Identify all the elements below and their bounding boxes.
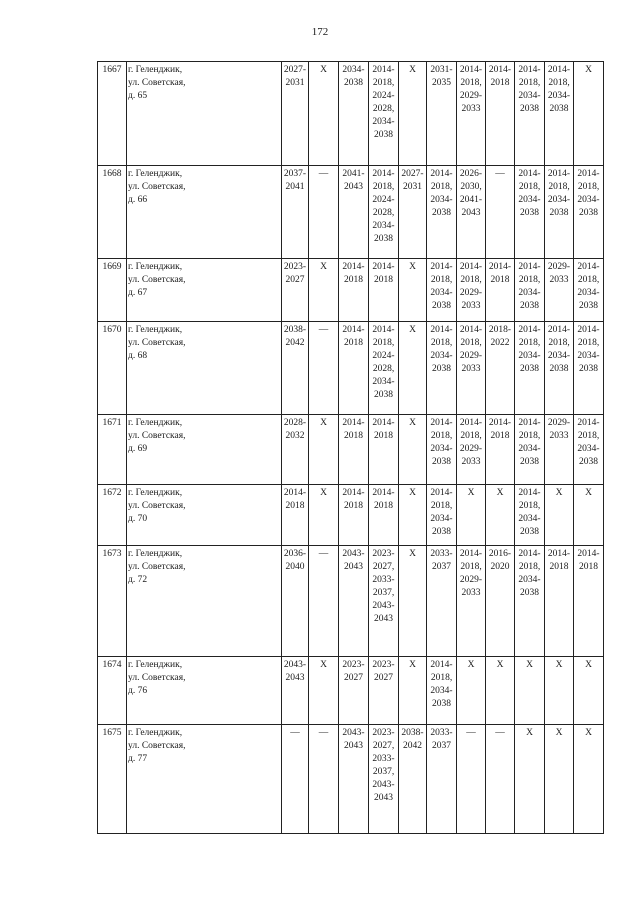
address-cell xyxy=(127,725,282,834)
period-cell: 2038- 2042 xyxy=(399,725,427,834)
period-cell: 2014- 2018 xyxy=(545,546,574,657)
address-line: д. 76 xyxy=(128,686,148,696)
table-row xyxy=(98,166,604,259)
row-number: 1670 xyxy=(98,322,127,415)
period-cell: 2014- 2018 xyxy=(574,546,604,657)
address-line: д. 70 xyxy=(128,514,148,524)
address-line: г. Геленджик, xyxy=(128,262,183,272)
period-cell: 2014- 2018 xyxy=(369,485,399,546)
period-cell: 2037- 2041 xyxy=(282,166,309,259)
table-row xyxy=(98,657,604,725)
period-cell: 2038- 2042 xyxy=(282,322,309,415)
address-line: г. Геленджик, xyxy=(128,728,183,738)
period-cell: 2014- 2018, 2034- 2038 xyxy=(515,485,545,546)
row-number: 1675 xyxy=(98,725,127,834)
address-cell xyxy=(127,485,282,546)
address-cell xyxy=(127,166,282,259)
period-cell: 2014- 2018 xyxy=(339,415,369,485)
period-cell: 2014- 2018, 2029- 2033 xyxy=(457,259,486,322)
period-cell: 2014- 2018, 2034- 2038 xyxy=(427,322,457,415)
address-line: ул. Советская, xyxy=(128,78,186,88)
row-number: 1674 xyxy=(98,657,127,725)
address-cell xyxy=(127,415,282,485)
period-cell: 2029- 2033 xyxy=(545,415,574,485)
period-cell: 2023- 2027 xyxy=(369,657,399,725)
period-cell: 2023- 2027 xyxy=(339,657,369,725)
period-cell: 2014- 2018, 2034- 2038 xyxy=(427,166,457,259)
period-cell: — xyxy=(309,322,339,415)
period-cell: 2014- 2018 xyxy=(339,485,369,546)
repair-schedule-table xyxy=(97,61,604,834)
period-cell: 2014- 2018 xyxy=(369,259,399,322)
period-cell: X xyxy=(399,415,427,485)
period-cell: 2014- 2018, 2034- 2038 xyxy=(515,166,545,259)
period-cell: X xyxy=(309,485,339,546)
address-line: г. Геленджик, xyxy=(128,325,183,335)
period-cell: 2014- 2018, 2034- 2038 xyxy=(574,259,604,322)
period-cell: 2023- 2027 xyxy=(282,259,309,322)
address-cell xyxy=(127,322,282,415)
period-cell: — xyxy=(486,725,515,834)
period-cell: X xyxy=(545,725,574,834)
period-cell: — xyxy=(309,166,339,259)
address-line: г. Геленджик, xyxy=(128,549,183,559)
period-cell: 2034- 2038 xyxy=(339,62,369,166)
period-cell: X xyxy=(399,546,427,657)
address-line: д. 68 xyxy=(128,351,148,361)
period-cell: 2014- 2018, 2034- 2038 xyxy=(427,657,457,725)
period-cell: 2028- 2032 xyxy=(282,415,309,485)
period-cell: 2031- 2035 xyxy=(427,62,457,166)
address-line: г. Геленджик, xyxy=(128,660,183,670)
table-row xyxy=(98,546,604,657)
row-number: 1672 xyxy=(98,485,127,546)
address-line: ул. Советская, xyxy=(128,182,186,192)
period-cell: X xyxy=(457,657,486,725)
table-row xyxy=(98,62,604,166)
page-number: 172 xyxy=(311,26,329,38)
period-cell: X xyxy=(399,62,427,166)
period-cell: 2027- 2031 xyxy=(399,166,427,259)
period-cell: X xyxy=(457,485,486,546)
address-line: д. 66 xyxy=(128,195,148,205)
address-line: ул. Советская, xyxy=(128,275,186,285)
address-line: г. Геленджик, xyxy=(128,418,183,428)
period-cell: X xyxy=(309,259,339,322)
period-cell: 2018- 2022 xyxy=(486,322,515,415)
address-line: ул. Советская, xyxy=(128,431,186,441)
period-cell: 2033- 2037 xyxy=(427,725,457,834)
period-cell: 2043- 2043 xyxy=(282,657,309,725)
period-cell: X xyxy=(399,322,427,415)
address-line: г. Геленджик, xyxy=(128,169,183,179)
period-cell: 2014- 2018, 2029- 2033 xyxy=(457,62,486,166)
table-row xyxy=(98,259,604,322)
address-line: г. Геленджик, xyxy=(128,65,183,75)
period-cell: 2014- 2018, 2034- 2038 xyxy=(515,259,545,322)
period-cell: 2014- 2018, 2024- 2028, 2034- 2038 xyxy=(369,322,399,415)
period-cell: 2014- 2018 xyxy=(486,62,515,166)
row-number: 1668 xyxy=(98,166,127,259)
period-cell: 2014- 2018, 2034- 2038 xyxy=(545,62,574,166)
period-cell: 2014- 2018 xyxy=(369,415,399,485)
period-cell: X xyxy=(399,259,427,322)
period-cell: 2026- 2030, 2041- 2043 xyxy=(457,166,486,259)
table-row xyxy=(98,322,604,415)
period-cell: 2033- 2037 xyxy=(427,546,457,657)
period-cell: 2014- 2018, 2034- 2038 xyxy=(574,166,604,259)
address-line: ул. Советская, xyxy=(128,741,186,751)
period-cell: 2027- 2031 xyxy=(282,62,309,166)
period-cell: 2014- 2018 xyxy=(486,259,515,322)
period-cell: 2014- 2018 xyxy=(339,259,369,322)
period-cell: 2036- 2040 xyxy=(282,546,309,657)
period-cell: 2014- 2018, 2029- 2033 xyxy=(457,415,486,485)
address-line: ул. Советская, xyxy=(128,673,186,683)
period-cell: 2014- 2018, 2034- 2038 xyxy=(515,546,545,657)
period-cell: X xyxy=(486,485,515,546)
period-cell: 2014- 2018, 2034- 2038 xyxy=(427,485,457,546)
period-cell: 2014- 2018, 2034- 2038 xyxy=(545,166,574,259)
period-cell: 2041- 2043 xyxy=(339,166,369,259)
period-cell: 2014- 2018, 2024- 2028, 2034- 2038 xyxy=(369,62,399,166)
address-line: д. 65 xyxy=(128,91,148,101)
row-number: 1667 xyxy=(98,62,127,166)
period-cell: X xyxy=(515,725,545,834)
address-cell xyxy=(127,546,282,657)
period-cell: 2043- 2043 xyxy=(339,725,369,834)
period-cell: X xyxy=(486,657,515,725)
address-cell xyxy=(127,259,282,322)
period-cell: X xyxy=(545,485,574,546)
period-cell: 2014- 2018, 2029- 2033 xyxy=(457,546,486,657)
address-line: д. 77 xyxy=(128,754,148,764)
period-cell: 2043- 2043 xyxy=(339,546,369,657)
address-line: д. 72 xyxy=(128,575,148,585)
period-cell: 2023- 2027, 2033- 2037, 2043- 2043 xyxy=(369,546,399,657)
address-line: г. Геленджик, xyxy=(128,488,183,498)
table-row xyxy=(98,485,604,546)
period-cell: X xyxy=(309,415,339,485)
period-cell: 2014- 2018 xyxy=(339,322,369,415)
period-cell: X xyxy=(574,62,604,166)
period-cell: 2014- 2018, 2029- 2033 xyxy=(457,322,486,415)
period-cell: X xyxy=(545,657,574,725)
period-cell: X xyxy=(574,725,604,834)
period-cell: 2014- 2018, 2034- 2038 xyxy=(515,415,545,485)
period-cell: — xyxy=(486,166,515,259)
period-cell: 2014- 2018, 2034- 2038 xyxy=(545,322,574,415)
period-cell: X xyxy=(515,657,545,725)
period-cell: 2014- 2018, 2024- 2028, 2034- 2038 xyxy=(369,166,399,259)
period-cell: X xyxy=(309,62,339,166)
address-line: ул. Советская, xyxy=(128,562,186,572)
period-cell: — xyxy=(309,725,339,834)
period-cell: 2014- 2018, 2034- 2038 xyxy=(427,259,457,322)
table-row xyxy=(98,725,604,834)
period-cell: — xyxy=(309,546,339,657)
address-line: ул. Советская, xyxy=(128,501,186,511)
period-cell: 2014- 2018, 2034- 2038 xyxy=(427,415,457,485)
period-cell: 2014- 2018, 2034- 2038 xyxy=(574,322,604,415)
period-cell: 2023- 2027, 2033- 2037, 2043- 2043 xyxy=(369,725,399,834)
period-cell: 2014- 2018 xyxy=(282,485,309,546)
address-line: ул. Советская, xyxy=(128,338,186,348)
period-cell: X xyxy=(399,657,427,725)
period-cell: X xyxy=(574,657,604,725)
table-row xyxy=(98,415,604,485)
period-cell: X xyxy=(399,485,427,546)
period-cell: X xyxy=(309,657,339,725)
address-line: д. 69 xyxy=(128,444,148,454)
period-cell: 2029- 2033 xyxy=(545,259,574,322)
period-cell: 2016- 2020 xyxy=(486,546,515,657)
address-cell xyxy=(127,62,282,166)
period-cell: — xyxy=(457,725,486,834)
period-cell: 2014- 2018, 2034- 2038 xyxy=(515,322,545,415)
address-line: д. 67 xyxy=(128,288,148,298)
row-number: 1673 xyxy=(98,546,127,657)
period-cell: 2014- 2018 xyxy=(486,415,515,485)
address-cell xyxy=(127,657,282,725)
period-cell: — xyxy=(282,725,309,834)
period-cell: 2014- 2018, 2034- 2038 xyxy=(574,415,604,485)
row-number: 1669 xyxy=(98,259,127,322)
period-cell: 2014- 2018, 2034- 2038 xyxy=(515,62,545,166)
period-cell: X xyxy=(574,485,604,546)
row-number: 1671 xyxy=(98,415,127,485)
